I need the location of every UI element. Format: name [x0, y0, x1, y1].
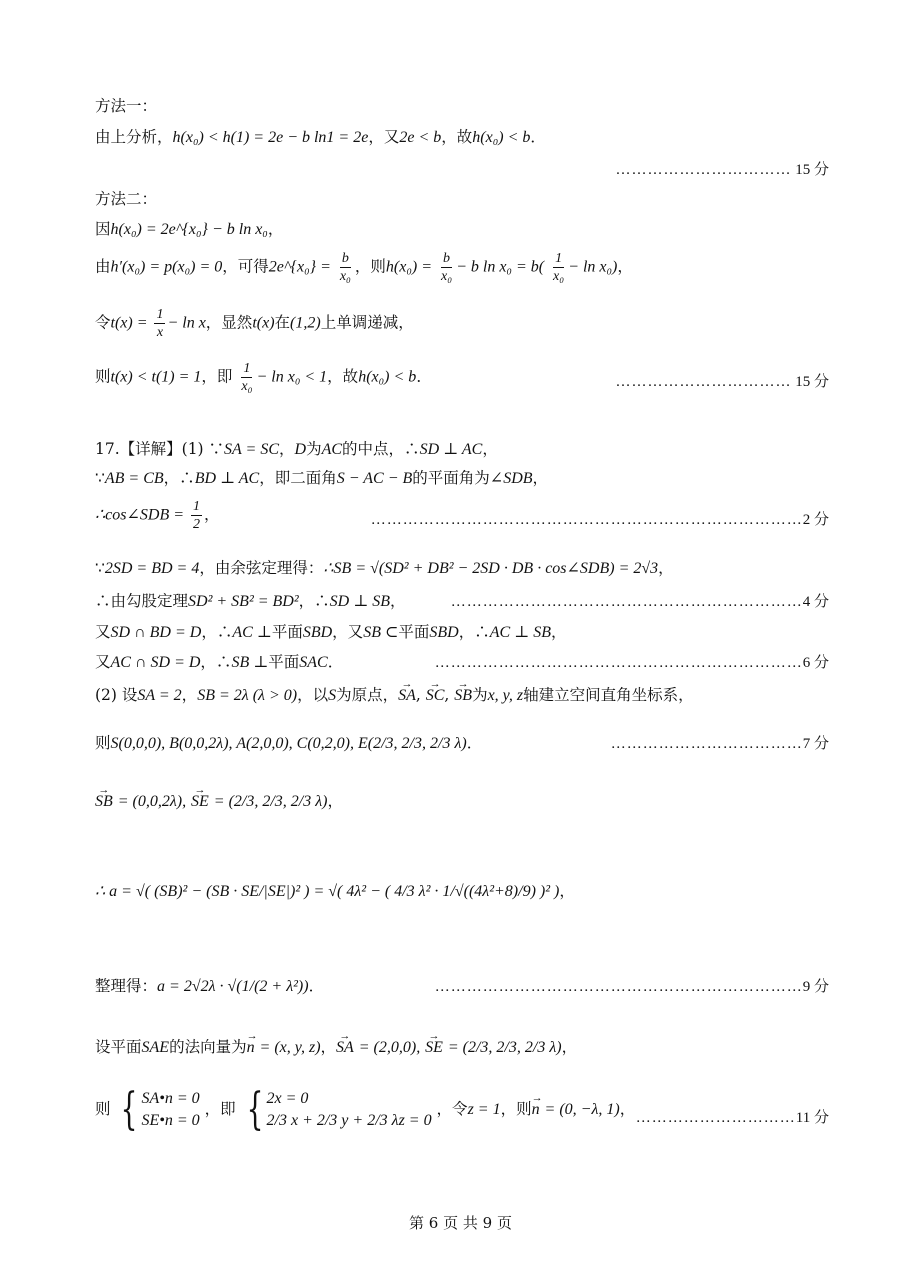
q17-line9: 则S(0,0,0), B(0,0,2λ), A(2,0,0), C(0,2,0), E(2/3, 2/3, 2/3 λ)． — [95, 734, 483, 752]
score-11: …………………………11 分 — [635, 1110, 829, 1126]
page-footer: 第 6 页 共 9 页 — [409, 1214, 512, 1232]
method2-line3: 令t(x) = $\frac{1}{x}$ − ln x，显然t(x)在(1,2)上单调递减， — [95, 307, 414, 340]
q17-line11: ∴ a = √( (SB)² − (SB · SE/|SE|)² ) = √( 4λ² − ( 4/3 λ² · 1/√((4λ²+8)/9) )² )， — [95, 882, 575, 900]
q17-line14: 则 { SA•n = 0 SE•n = 0 ，即 { 2x = 0 2/3 x + 2/3 y + 2/3 λz = 0 ，令z = 1，则→ n = (0, −λ, 1)， — [95, 1088, 635, 1132]
score-4: …………………………………………………………4 分 — [450, 594, 829, 610]
score-15-b: …………………………… 15 分 — [615, 374, 829, 390]
q17-line5: ∴由勾股定理SD² + SB² = BD²，∴SD ⊥ SB， — [95, 592, 406, 610]
method2-title: 方法二： — [95, 190, 158, 208]
method2-line4: 则t(x) < t(1) = 1，即 $\frac{1}{\text{x₀}}$ − ln x₀ < 1，故h(x₀) < b． — [95, 361, 432, 394]
q17-line6: 又SD ∩ BD = D，∴AC ⊥平面SBD，又SB ⊂平面SBD，∴AC ⊥ SB， — [95, 623, 567, 641]
score-6: ……………………………………………………………6 分 — [434, 655, 829, 671]
score-9: ……………………………………………………………9 分 — [434, 979, 829, 995]
q17-line10: → SB = (0,0,2λ), → SE = (2/3, 2/3, 2/3 λ)， — [95, 790, 343, 813]
q17-line2: ∵AB = CB，∴BD ⊥ AC，即二面角S − AC − B的平面角为∠SDB， — [95, 469, 549, 487]
method2-line2: 由h′(x₀) = p(x₀) = 0，可得2e^{x₀} = $\frac{b}{\text{x₀}}$ ，则h(x₀) = $\frac{b}{\text{x₀}}$ − b ln x₀ = b( $\frac{1}{\text{x₀}}$ − ln x₀)， — [95, 251, 633, 284]
q17-line3: ∴cos∠SDB = $\frac{1}{2}$ ， — [95, 499, 220, 532]
score-7: ………………………………7 分 — [610, 736, 829, 752]
score-2: ………………………………………………………………………2 分 — [370, 512, 829, 528]
q17-line8: (2) 设SA = 2，SB = 2λ (λ > 0)，以S为原点，→ SA, → SC, → SB为x, y, z轴建立空间直角坐标系， — [95, 684, 694, 707]
method1-line: 由上分析，h(x₀) < h(1) = 2e − b ln1 = 2e，又2e < b，故h(x₀) < b． — [95, 128, 546, 146]
q17-line13: 设平面SAE的法向量为→ n = (x, y, z)，→ SA = (2,0,0), → SE = (2/3, 2/3, 2/3 λ)， — [95, 1036, 577, 1059]
method2-line1: 因h(x₀) = 2e^{x₀} − b ln x₀， — [95, 220, 284, 238]
q17-line4: ∵2SD = BD = 4，由余弦定理得：∴SB = √(SD² + DB² − 2SD · DB · cos∠SDB) = 2√3， — [95, 559, 674, 577]
score-15-a: …………………………… 15 分 — [615, 162, 829, 178]
q17-line1: 17.【详解】(1) ∵SA = SC，D为AC的中点，∴SD ⊥ AC， — [95, 440, 498, 458]
method1-title: 方法一： — [95, 97, 158, 115]
q17-line7: 又AC ∩ SD = D，∴SB ⊥平面SAC． — [95, 653, 344, 671]
q17-line12: 整理得：a = 2√2λ · √(1/(2 + λ²))． — [95, 977, 325, 995]
